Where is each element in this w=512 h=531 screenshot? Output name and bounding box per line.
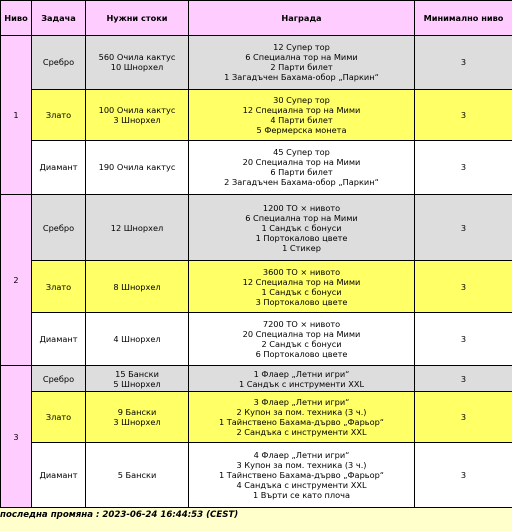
min-level-cell: 3 bbox=[415, 89, 512, 141]
goods-cell: 100 Очила кактус 3 Шнорхел bbox=[86, 89, 189, 141]
header-level: Ниво bbox=[1, 1, 32, 36]
header-reward: Награда bbox=[189, 1, 415, 36]
reward-cell: 1 Флаер „Летни игри“ 1 Сандък с инструменти XXL bbox=[189, 366, 415, 391]
min-level-cell: 3 bbox=[415, 261, 512, 313]
goods-cell: 5 Бански bbox=[86, 443, 189, 508]
task-cell: Диамант bbox=[32, 141, 86, 195]
reward-cell: 30 Супер тор 12 Специална тор на Мими 4 Парти билет 5 Фермерска монета bbox=[189, 89, 415, 141]
min-level-cell: 3 bbox=[415, 312, 512, 366]
table-row bbox=[1, 443, 512, 508]
table-row bbox=[1, 141, 512, 195]
goods-cell: 560 Очила кактус 10 Шнорхел bbox=[86, 36, 189, 90]
task-cell: Злато bbox=[32, 89, 86, 141]
table-row bbox=[1, 89, 512, 141]
task-cell: Сребро bbox=[32, 36, 86, 90]
goods-cell: 8 Шнорхел bbox=[86, 261, 189, 313]
reward-cell: 3600 ТО × нивото 12 Специална тор на Мими 1 Сандък с бонуси 3 Портокалово цвете bbox=[189, 261, 415, 313]
min-level-cell: 3 bbox=[415, 141, 512, 195]
task-cell: Сребро bbox=[32, 194, 86, 261]
table-row bbox=[1, 366, 512, 391]
header-min-level: Минимално ниво bbox=[415, 1, 512, 36]
reward-cell: 12 Супер тор 6 Специална тор на Мими 2 Парти билет 1 Загадъчен Бахама-обор „Паркин“ bbox=[189, 36, 415, 90]
header-goods: Нужни стоки bbox=[86, 1, 189, 36]
goods-cell: 12 Шнорхел bbox=[86, 194, 189, 261]
reward-cell: 3 Флаер „Летни игри“ 2 Купон за пом. техника (3 ч.) 1 Тайнствено Бахама-дърво „Фарьор“ 2 Сандъка с инструменти XXL bbox=[189, 391, 415, 443]
task-cell: Диамант bbox=[32, 312, 86, 366]
reward-cell: 4 Флаер „Летни игри“ 3 Купон за пом. техника (3 ч.) 1 Тайнствено Бахама-дърво „Фарьор“ 4 Сандъка с инструменти XXL 1 Върти се като плоча bbox=[189, 443, 415, 508]
reward-cell: 45 Супер тор 20 Специална тор на Мими 6 Парти билет 2 Загадъчен Бахама-обор „Паркин“ bbox=[189, 141, 415, 195]
goods-cell: 9 Бански 3 Шнорхел bbox=[86, 391, 189, 443]
min-level-cell: 3 bbox=[415, 366, 512, 391]
task-cell: Сребро bbox=[32, 366, 86, 391]
table-row bbox=[1, 36, 512, 90]
goods-cell: 4 Шнорхел bbox=[86, 312, 189, 366]
level-cell: 2 bbox=[1, 194, 32, 366]
table-row bbox=[1, 391, 512, 443]
goods-cell: 190 Очила кактус bbox=[86, 141, 189, 195]
table-row bbox=[1, 194, 512, 261]
task-cell: Злато bbox=[32, 391, 86, 443]
task-cell: Злато bbox=[32, 261, 86, 313]
header-task: Задача bbox=[32, 1, 86, 36]
level-cell: 3 bbox=[1, 366, 32, 508]
table-row bbox=[1, 261, 512, 313]
min-level-cell: 3 bbox=[415, 391, 512, 443]
reward-cell: 1200 ТО × нивото 6 Специална тор на Мими 1 Сандък с бонуси 1 Портокалово цвете 1 Стикер bbox=[189, 194, 415, 261]
level-cell: 1 bbox=[1, 36, 32, 195]
min-level-cell: 3 bbox=[415, 194, 512, 261]
task-cell: Диамант bbox=[32, 443, 86, 508]
table-row bbox=[1, 312, 512, 366]
min-level-cell: 3 bbox=[415, 36, 512, 90]
header-row bbox=[1, 1, 512, 36]
goods-cell: 15 Бански 5 Шнорхел bbox=[86, 366, 189, 391]
last-modified-text: последна промяна : 2023-06-24 16:44:53 (CEST) bbox=[0, 510, 239, 520]
min-level-cell: 3 bbox=[415, 443, 512, 508]
reward-cell: 7200 ТО × нивото 20 Специална тор на Мими 2 Сандък с бонуси 6 Портокалово цвете bbox=[189, 312, 415, 366]
